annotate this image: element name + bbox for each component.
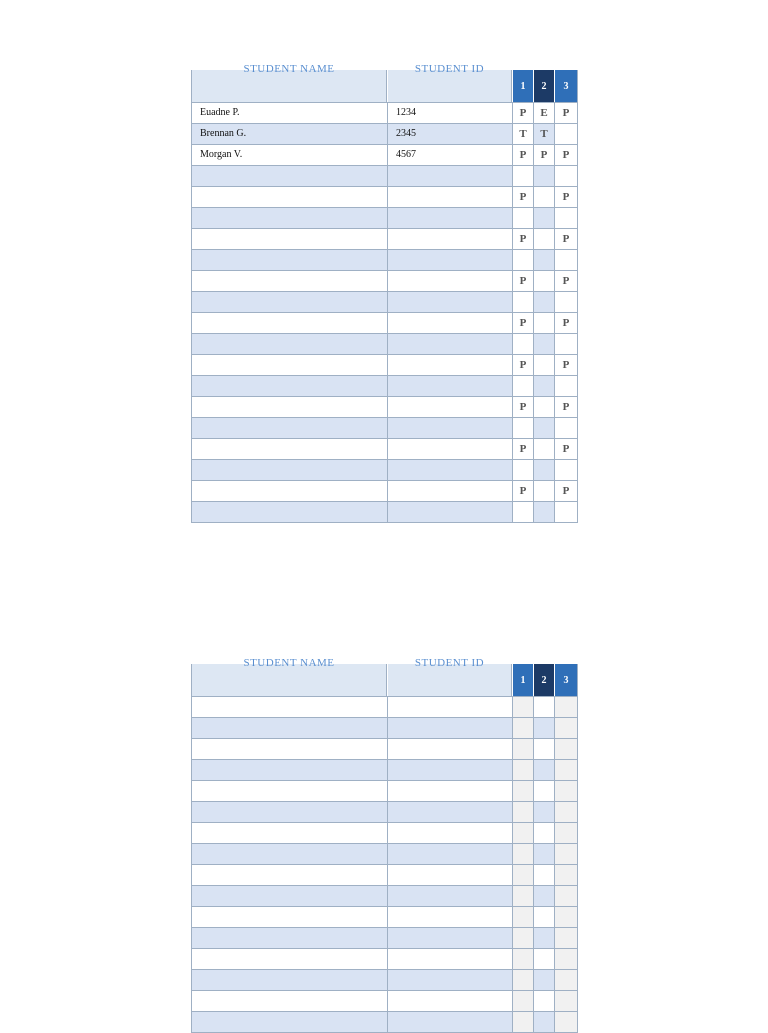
student-id-cell[interactable] xyxy=(388,1012,513,1032)
student-name-header: STUDENT NAME xyxy=(192,664,387,696)
day-3-mark-cell[interactable]: P xyxy=(555,229,578,249)
day-3-mark-cell[interactable] xyxy=(555,502,578,522)
student-name-cell[interactable] xyxy=(192,718,388,738)
student-name-cell[interactable] xyxy=(192,928,388,948)
student-name-cell[interactable] xyxy=(192,250,388,270)
student-name-cell[interactable] xyxy=(192,271,388,291)
student-name-cell[interactable] xyxy=(192,439,388,459)
day-2-mark-cell[interactable] xyxy=(534,502,555,522)
day-1-mark-cell[interactable] xyxy=(513,802,534,822)
day-3-mark-cell[interactable] xyxy=(555,208,578,228)
student-id-cell[interactable] xyxy=(388,208,513,228)
day-2-mark-cell[interactable] xyxy=(534,355,555,375)
student-id-cell[interactable] xyxy=(388,334,513,354)
day-3-mark-cell[interactable] xyxy=(555,334,578,354)
student-name-cell[interactable] xyxy=(192,481,388,501)
student-name-cell[interactable] xyxy=(192,334,388,354)
student-id-cell[interactable] xyxy=(388,697,513,717)
day-3-mark-cell[interactable] xyxy=(555,1012,578,1032)
table-row xyxy=(192,418,578,439)
day-1-mark-cell[interactable] xyxy=(513,823,534,843)
student-name-cell[interactable] xyxy=(192,844,388,864)
day-3-mark-cell[interactable]: P xyxy=(555,313,578,333)
student-name-cell[interactable]: Euadne P. xyxy=(192,103,388,123)
student-name-cell[interactable] xyxy=(192,1012,388,1032)
student-id-cell[interactable] xyxy=(388,802,513,822)
student-name-cell[interactable] xyxy=(192,886,388,906)
table-row xyxy=(192,481,578,502)
day-1-mark-cell[interactable] xyxy=(513,250,534,270)
day-3-mark-cell[interactable]: P xyxy=(555,397,578,417)
day-1-mark-cell[interactable]: P xyxy=(513,439,534,459)
day-3-mark-cell[interactable] xyxy=(555,865,578,885)
day-2-mark-cell[interactable] xyxy=(534,250,555,270)
day-2-mark-cell[interactable]: E xyxy=(534,103,555,123)
table-row xyxy=(192,145,578,166)
student-name-cell[interactable] xyxy=(192,187,388,207)
day-1-mark-cell[interactable]: P xyxy=(513,229,534,249)
day-3-mark-cell[interactable] xyxy=(555,886,578,906)
student-id-cell[interactable] xyxy=(388,418,513,438)
day-3-mark-cell[interactable] xyxy=(555,760,578,780)
table-row xyxy=(192,334,578,355)
student-id-cell[interactable]: 2345 xyxy=(388,124,513,144)
attendance-table-1 xyxy=(191,63,578,523)
student-id-cell[interactable] xyxy=(388,865,513,885)
day-3-mark-cell[interactable] xyxy=(555,781,578,801)
day-1-mark-cell[interactable] xyxy=(513,781,534,801)
day-2-mark-cell[interactable] xyxy=(534,439,555,459)
day-3-mark-cell[interactable] xyxy=(555,718,578,738)
student-name-cell[interactable] xyxy=(192,697,388,717)
table-row xyxy=(192,823,578,844)
student-name-cell[interactable] xyxy=(192,991,388,1011)
student-name-cell[interactable] xyxy=(192,418,388,438)
day-2-mark-cell[interactable] xyxy=(534,229,555,249)
day-2-mark-cell[interactable] xyxy=(534,802,555,822)
table-row xyxy=(192,187,578,208)
table-row xyxy=(192,355,578,376)
day-2-mark-cell[interactable] xyxy=(534,991,555,1011)
day-1-mark-cell[interactable]: P xyxy=(513,103,534,123)
student-id-cell[interactable] xyxy=(388,886,513,906)
student-id-cell[interactable]: 4567 xyxy=(388,145,513,165)
day-1-header: 1 xyxy=(513,664,534,696)
table-row xyxy=(192,229,578,250)
student-name-cell[interactable] xyxy=(192,781,388,801)
day-2-header: 2 xyxy=(534,70,555,102)
day-1-mark-cell[interactable]: P xyxy=(513,313,534,333)
day-3-mark-cell[interactable]: P xyxy=(555,187,578,207)
day-1-mark-cell[interactable] xyxy=(513,334,534,354)
table-row xyxy=(192,166,578,187)
student-id-cell[interactable] xyxy=(388,397,513,417)
day-2-mark-cell[interactable] xyxy=(534,187,555,207)
student-id-cell[interactable] xyxy=(388,481,513,501)
table-row xyxy=(192,949,578,970)
student-id-cell[interactable] xyxy=(388,781,513,801)
day-1-mark-cell[interactable] xyxy=(513,991,534,1011)
day-2-mark-cell[interactable] xyxy=(534,718,555,738)
student-id-cell[interactable] xyxy=(388,718,513,738)
student-id-cell[interactable]: 1234 xyxy=(388,103,513,123)
day-1-mark-cell[interactable] xyxy=(513,739,534,759)
day-1-mark-cell[interactable] xyxy=(513,760,534,780)
student-name-cell[interactable] xyxy=(192,166,388,186)
day-2-mark-cell[interactable] xyxy=(534,739,555,759)
student-id-cell[interactable] xyxy=(388,970,513,990)
student-name-cell[interactable] xyxy=(192,208,388,228)
table-row xyxy=(192,697,578,718)
student-id-cell[interactable] xyxy=(388,313,513,333)
day-2-mark-cell[interactable] xyxy=(534,208,555,228)
day-2-mark-cell[interactable]: P xyxy=(534,145,555,165)
student-id-cell[interactable] xyxy=(388,928,513,948)
day-2-mark-cell[interactable] xyxy=(534,970,555,990)
day-3-mark-cell[interactable] xyxy=(555,823,578,843)
student-name-cell[interactable] xyxy=(192,313,388,333)
day-3-mark-cell[interactable] xyxy=(555,292,578,312)
day-1-mark-cell[interactable] xyxy=(513,865,534,885)
day-2-mark-cell[interactable] xyxy=(534,397,555,417)
day-3-mark-cell[interactable]: P xyxy=(555,439,578,459)
student-name-cell[interactable] xyxy=(192,802,388,822)
student-name-cell[interactable] xyxy=(192,502,388,522)
table-row xyxy=(192,781,578,802)
day-3-mark-cell[interactable] xyxy=(555,739,578,759)
table-row xyxy=(192,502,578,523)
day-1-mark-cell[interactable] xyxy=(513,166,534,186)
day-1-mark-cell[interactable] xyxy=(513,292,534,312)
day-3-mark-cell[interactable] xyxy=(555,697,578,717)
day-1-mark-cell[interactable]: P xyxy=(513,271,534,291)
day-3-mark-cell[interactable] xyxy=(555,376,578,396)
day-2-mark-cell[interactable] xyxy=(534,271,555,291)
day-2-mark-cell[interactable] xyxy=(534,928,555,948)
student-name-cell[interactable] xyxy=(192,760,388,780)
day-1-mark-cell[interactable] xyxy=(513,928,534,948)
student-id-cell[interactable] xyxy=(388,250,513,270)
day-1-mark-cell[interactable] xyxy=(513,970,534,990)
table-header xyxy=(192,657,578,697)
student-name-cell[interactable]: Morgan V. xyxy=(192,145,388,165)
attendance-table-2 xyxy=(191,657,578,1033)
table-row xyxy=(192,271,578,292)
student-name-cell[interactable] xyxy=(192,460,388,480)
student-name-cell[interactable] xyxy=(192,865,388,885)
table-row xyxy=(192,844,578,865)
day-2-mark-cell[interactable] xyxy=(534,481,555,501)
day-2-mark-cell[interactable] xyxy=(534,697,555,717)
table-row xyxy=(192,250,578,271)
day-3-mark-cell[interactable] xyxy=(555,844,578,864)
table-row xyxy=(192,1012,578,1033)
table-row xyxy=(192,886,578,907)
student-id-cell[interactable] xyxy=(388,355,513,375)
student-id-cell[interactable] xyxy=(388,949,513,969)
table-row xyxy=(192,802,578,823)
student-name-cell[interactable] xyxy=(192,907,388,927)
day-1-mark-cell[interactable] xyxy=(513,886,534,906)
table-row xyxy=(192,439,578,460)
student-id-cell[interactable] xyxy=(388,376,513,396)
day-1-mark-cell[interactable] xyxy=(513,1012,534,1032)
day-3-mark-cell[interactable] xyxy=(555,907,578,927)
student-id-cell[interactable] xyxy=(388,760,513,780)
student-id-cell[interactable] xyxy=(388,991,513,1011)
table-row xyxy=(192,124,578,145)
day-2-mark-cell[interactable] xyxy=(534,1012,555,1032)
day-2-mark-cell[interactable] xyxy=(534,865,555,885)
table-row xyxy=(192,865,578,886)
day-1-mark-cell[interactable] xyxy=(513,844,534,864)
day-3-mark-cell[interactable]: P xyxy=(555,145,578,165)
student-name-cell[interactable]: Brennan G. xyxy=(192,124,388,144)
table-row xyxy=(192,103,578,124)
day-2-mark-cell[interactable] xyxy=(534,886,555,906)
day-3-mark-cell[interactable] xyxy=(555,166,578,186)
day-1-mark-cell[interactable]: P xyxy=(513,187,534,207)
table-row xyxy=(192,376,578,397)
day-1-header: 1 xyxy=(513,70,534,102)
day-1-mark-cell[interactable] xyxy=(513,907,534,927)
day-3-mark-cell[interactable]: P xyxy=(555,481,578,501)
student-id-cell[interactable] xyxy=(388,907,513,927)
student-id-cell[interactable] xyxy=(388,166,513,186)
day-3-header: 3 xyxy=(555,664,578,696)
student-id-cell[interactable] xyxy=(388,460,513,480)
day-3-mark-cell[interactable] xyxy=(555,928,578,948)
day-2-mark-cell[interactable] xyxy=(534,166,555,186)
day-2-mark-cell[interactable] xyxy=(534,949,555,969)
table-row xyxy=(192,760,578,781)
day-1-mark-cell[interactable] xyxy=(513,376,534,396)
day-1-mark-cell[interactable] xyxy=(513,718,534,738)
day-3-mark-cell[interactable] xyxy=(555,970,578,990)
day-3-mark-cell[interactable] xyxy=(555,460,578,480)
day-2-mark-cell[interactable] xyxy=(534,907,555,927)
day-3-mark-cell[interactable] xyxy=(555,991,578,1011)
table-row xyxy=(192,739,578,760)
day-3-mark-cell[interactable] xyxy=(555,802,578,822)
student-id-cell[interactable] xyxy=(388,844,513,864)
table-row xyxy=(192,718,578,739)
day-1-mark-cell[interactable] xyxy=(513,460,534,480)
day-2-mark-cell[interactable] xyxy=(534,313,555,333)
student-name-cell[interactable] xyxy=(192,397,388,417)
day-2-mark-cell[interactable] xyxy=(534,460,555,480)
day-3-header: 3 xyxy=(555,70,578,102)
table-row xyxy=(192,292,578,313)
day-3-mark-cell[interactable]: P xyxy=(555,355,578,375)
table-row xyxy=(192,907,578,928)
day-2-mark-cell[interactable] xyxy=(534,760,555,780)
student-name-cell[interactable] xyxy=(192,229,388,249)
table-row xyxy=(192,208,578,229)
student-id-header: STUDENT ID xyxy=(388,664,512,696)
table-row xyxy=(192,313,578,334)
day-2-mark-cell[interactable] xyxy=(534,781,555,801)
student-id-cell[interactable] xyxy=(388,439,513,459)
student-id-cell[interactable] xyxy=(388,502,513,522)
student-id-cell[interactable] xyxy=(388,739,513,759)
day-3-mark-cell[interactable] xyxy=(555,949,578,969)
student-id-cell[interactable] xyxy=(388,292,513,312)
day-1-mark-cell[interactable]: P xyxy=(513,481,534,501)
student-name-cell[interactable] xyxy=(192,292,388,312)
student-name-cell[interactable] xyxy=(192,355,388,375)
day-3-mark-cell[interactable]: P xyxy=(555,271,578,291)
day-1-mark-cell[interactable]: P xyxy=(513,355,534,375)
table-row xyxy=(192,460,578,481)
table-row xyxy=(192,928,578,949)
student-name-cell[interactable] xyxy=(192,376,388,396)
day-1-mark-cell[interactable]: P xyxy=(513,397,534,417)
table-header xyxy=(192,63,578,103)
student-id-cell[interactable] xyxy=(388,271,513,291)
day-2-mark-cell[interactable]: T xyxy=(534,124,555,144)
day-3-mark-cell[interactable]: P xyxy=(555,103,578,123)
day-3-mark-cell[interactable] xyxy=(555,418,578,438)
day-2-mark-cell[interactable] xyxy=(534,418,555,438)
student-id-cell[interactable] xyxy=(388,229,513,249)
day-1-mark-cell[interactable] xyxy=(513,697,534,717)
day-1-mark-cell[interactable] xyxy=(513,949,534,969)
student-name-header: STUDENT NAME xyxy=(192,70,387,102)
day-2-mark-cell[interactable] xyxy=(534,823,555,843)
student-id-header: STUDENT ID xyxy=(388,70,512,102)
day-2-mark-cell[interactable] xyxy=(534,844,555,864)
day-1-mark-cell[interactable] xyxy=(513,502,534,522)
day-1-mark-cell[interactable] xyxy=(513,418,534,438)
day-2-mark-cell[interactable] xyxy=(534,334,555,354)
day-3-mark-cell[interactable] xyxy=(555,250,578,270)
table-row xyxy=(192,991,578,1012)
student-name-cell[interactable] xyxy=(192,739,388,759)
student-id-cell[interactable] xyxy=(388,187,513,207)
day-1-mark-cell[interactable] xyxy=(513,208,534,228)
student-name-cell[interactable] xyxy=(192,970,388,990)
day-3-mark-cell[interactable] xyxy=(555,124,578,144)
student-name-cell[interactable] xyxy=(192,949,388,969)
day-1-mark-cell[interactable]: T xyxy=(513,124,534,144)
student-name-cell[interactable] xyxy=(192,823,388,843)
day-2-mark-cell[interactable] xyxy=(534,292,555,312)
day-2-mark-cell[interactable] xyxy=(534,376,555,396)
student-id-cell[interactable] xyxy=(388,823,513,843)
day-2-header: 2 xyxy=(534,664,555,696)
day-1-mark-cell[interactable]: P xyxy=(513,145,534,165)
table-row xyxy=(192,970,578,991)
table-row xyxy=(192,397,578,418)
